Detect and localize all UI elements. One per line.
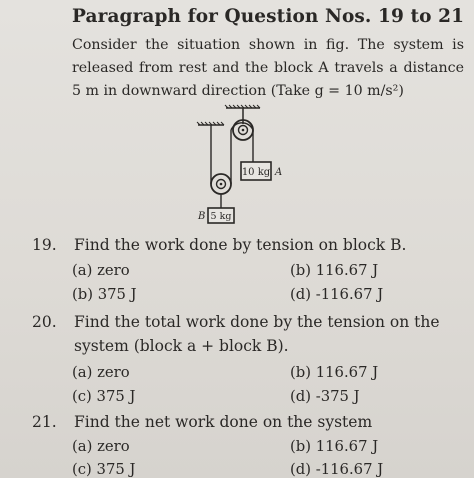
option-21b: (b) 116.67 J xyxy=(290,438,379,455)
option-20c: (c) 375 J xyxy=(72,388,136,405)
question-number: 21. xyxy=(32,413,57,431)
paragraph-heading: Paragraph for Question Nos. 19 to 21 xyxy=(72,6,465,27)
option-20d: (d) -375 J xyxy=(290,388,360,405)
question-text: Find the total work done by the tension on the xyxy=(74,313,440,331)
block-a-mass: 10 kg xyxy=(241,167,271,178)
option-20b: (b) 116.67 J xyxy=(290,364,379,381)
question-number: 19. xyxy=(32,236,57,254)
intro-paragraph: Consider the situation shown in fig. The system is released from rest and the block A travels a distance 5 m in downward direction (Take g = 10 m/s²) xyxy=(72,37,464,99)
question-20-line-2: system (block a + block B). xyxy=(74,337,289,355)
option-19d: (d) -116.67 J xyxy=(290,286,384,303)
block-a-name: A xyxy=(275,167,283,178)
ceiling-top xyxy=(225,105,260,108)
option-20a: (a) zero xyxy=(72,364,130,381)
question-number: 20. xyxy=(32,313,57,331)
option-19c: (b) 375 J xyxy=(72,286,137,303)
option-19b: (b) 116.67 J xyxy=(290,262,379,279)
option-19a: (a) zero xyxy=(72,262,130,279)
option-21c: (c) 375 J xyxy=(72,461,136,478)
pulley-figure xyxy=(190,104,300,234)
ceiling-left xyxy=(197,122,224,125)
block-b-name: B xyxy=(198,211,206,222)
block-b-mass: 5 kg xyxy=(210,211,232,222)
option-21a: (a) zero xyxy=(72,438,130,455)
question-text: Find the net work done on the system xyxy=(74,413,373,431)
question-text: Find the work done by tension on block B. xyxy=(74,236,407,254)
option-21d: (d) -116.67 J xyxy=(290,461,384,478)
